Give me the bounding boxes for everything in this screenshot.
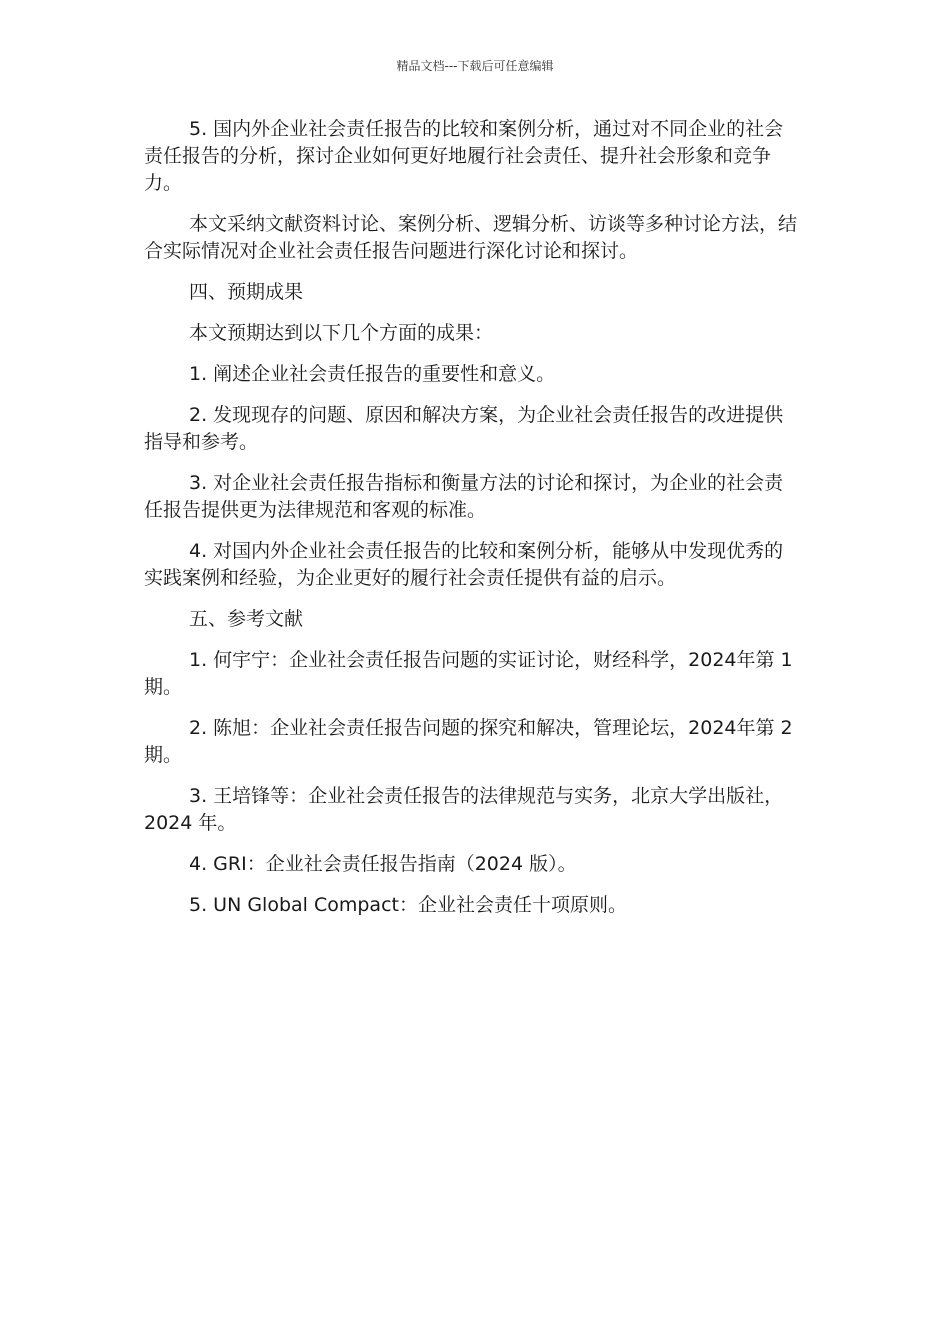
document-body <box>144 116 800 933</box>
paragraph-research-methods: 本文采纳文献资料讨论、案例分析、逻辑分析、访谈等多种讨论方法，结合实际情况对企业社会责任报告问题进行深化讨论和探讨。 <box>144 213 798 262</box>
result-item-4: 4. 对国内外企业社会责任报告的比较和案例分析，能够从中发现优秀的实践案例和经验，为企业更好的履行社会责任提供有益的启示。 <box>144 540 784 589</box>
result-item-3: 3. 对企业社会责任报告指标和衡量方法的讨论和探讨，为企业的社会责任报告提供更为法律规范和客观的标准。 <box>144 472 784 521</box>
paragraph-results-intro: 本文预期达到以下几个方面的成果： <box>189 322 494 344</box>
section-heading-expected-results: 四、预期成果 <box>189 281 304 303</box>
result-item-2: 2. 发现现存的问题、原因和解决方案，为企业社会责任报告的改进提供指导和参考。 <box>144 404 784 453</box>
reference-item-4: 4. GRI：企业社会责任报告指南（2024 版）。 <box>189 853 577 875</box>
reference-item-5: 5. UN Global Compact：企业社会责任十项原则。 <box>189 894 627 916</box>
reference-item-1: 1. 何宇宁：企业社会责任报告问题的实证讨论，财经科学，2024年第 1 期。 <box>144 649 793 698</box>
reference-item-2: 2. 陈旭：企业社会责任报告问题的探究和解决，管理论坛，2024年第 2 期。 <box>144 717 793 766</box>
reference-item-3: 3. 王培锋等：企业社会责任报告的法律规范与实务，北京大学出版社，2024 年。 <box>144 785 784 834</box>
result-item-1: 1. 阐述企业社会责任报告的重要性和意义。 <box>189 363 556 385</box>
page-header: 精品文档---下载后可任意编辑 <box>396 59 554 73</box>
paragraph-item-5-comparison: 5. 国内外企业社会责任报告的比较和案例分析，通过对不同企业的社会责任报告的分析，探讨企业如何更好地履行社会责任、提升社会形象和竞争力。 <box>144 118 784 194</box>
section-heading-references: 五、参考文献 <box>189 608 304 630</box>
